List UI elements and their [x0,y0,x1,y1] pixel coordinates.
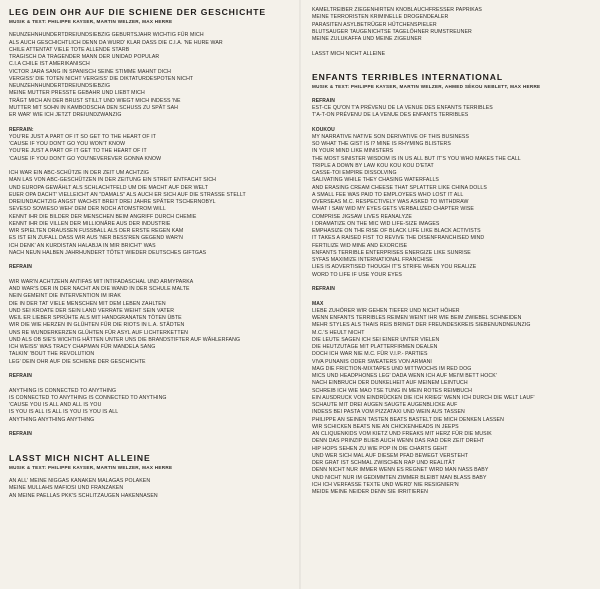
lyric-line: MEIDE MEINE NEIDER DENN SIE IRRITIEREN [312,489,428,495]
lyric-line: VIVA PUNANIS ODER SWEATERS VON ARMANI [312,358,432,365]
lyric-line: AN CLIQUENKIDS VOM KIETZ UND FREAKS MIT HERZ FÜR DIE MUSIK [312,431,492,437]
outro-lyrics [9,388,291,424]
lyric-line: UND EUROPA GEWÄHLT ALS SCHLACHTFELD UM DIE MACHT AUF DER WELT [9,184,209,191]
lyric-line: MUTTER MIT SOHN IN KAMBODSCHA DEN SCHUSS ZU SPÄT SAH [9,104,179,111]
lyric-line: YOU'RE JUST A PART OF IT SO GET TO THE HEART OF IT [9,133,157,140]
lyric-line: T'A-T-ON PRÉVENU DE LA VENUE DES ENFANTS TERRIBLES [312,112,469,118]
lyric-line: LASST MICH NICHT ALLEINE [312,50,386,57]
lyric-line: EMPHASIZE ON THE RISE OF BLACK LIFE LIKE BLACK ACTIVISTS [312,228,481,234]
lyric-line: UND SEI KROATE DER SEIN LAND VERRATE WEIHT SEIN VATER [9,307,175,314]
refrain-lyrics [312,105,596,120]
refrain-label: REFRAIN [312,97,335,104]
lyric-line: DER GRAT IST SCHMAL ZWISCHEN RAP UND REALITÄT [312,460,456,466]
song-2-lyrics [9,478,291,500]
lyric-line: DENN NICHT NUR IMMER WENN ES REGNET WIRD MAN NASS BABY [312,467,489,474]
lyric-line: ANYTHING ANYTHING ANYTHING [9,416,95,423]
lyric-line: A SMALL FEE WAS PAID TO EMPLOYEES WHO LOST IT ALL [312,191,464,198]
lyric-line: LIEBE ZUHÖRER WIR GEHEN TIEFER UND NICHT HÖHER [312,307,460,314]
lyric-line: WENN ENFANTS TERRIBLES REIMEN WEINT IHR WIE BEIM ZWIEBEL SCHNEIDEN [312,315,522,321]
verse-1 [9,32,291,119]
lyric-line: ICH WAR EIN ABC-SCHÜTZE IN DER ZEIT UM ACHTZIG [9,170,150,176]
lyric-line: WIR SCHICKEN BEATS NIE AN CHICKENHEADS IN JEEPS [312,423,459,430]
lyric-line: DIE LEUTE SAGEN ICH SEI EINER UNTER VIELEN [312,336,440,343]
lyric-line: EUER OPA DACHT' VIELLEICHT AN "DAMALS" ALS AUCH ER SICH AUF DIE STRASSE STELLT [9,191,246,198]
lyric-line: COMPRISE JIGSAW LIVES REANALYZE [312,213,412,220]
lyric-line: UND ALS OB SIE'S WICHTIG HÄTTEN UNTER UNS DIE BRANDSTIFTER AUF WÄHLERFANG [9,336,241,343]
lyric-line: NEUNZEHNHUNDERTDREIUNDSIEBZIG [9,83,111,89]
lyric-line: MEINE MULLAHS MAFIOSI UND FRANZAKEN [9,485,124,492]
lyric-line: SCHREIB ICH WIE MAO TSE TUNG IN MEIN ROTES REIMBUCH [312,387,472,394]
lyric-line: KENNT IHR DIE BILDER DER MENSCHEN BEIM ANGRIFF DURCH CHEMIE [9,213,197,220]
lyric-line: VICTOR JARA SANG IN SPANISCH SEINE STIMME MAHNT DICH [9,68,171,75]
lyric-line: TRÄGT MICH AN DER BRUST STILLT UND WIEGT MICH INDESS 'NE [9,97,181,104]
lyric-line: LEG' DEIN OHR AUF DIE SCHIENE DER GESCHICHTE [9,358,146,365]
lyric-line: KENNT IHR DIE VILLEN DER MILLIONÄRE AUS DER INDUSTRIE [9,220,171,227]
lyric-line: SEVESO SOWIESO WEH' DEM DER NOCH ATOMSTROM WILL [9,206,166,213]
lyric-line: MICS UND HEADPHONES LEG' DADA WENN ICH AUF MEI'M BETT HOCK' [312,373,497,379]
lyric-line: NACH EINBRUCH DER DUNKELHEIT AUF MEINEM LEINTUCH [312,380,468,387]
lyric-line: ENFANTS TERRIBLE ENTERPRISES ENERGIZE LIKE SUNRISE [312,249,471,256]
lyric-line: ANYTHING IS CONNECTED TO ANYTHING [9,387,117,394]
lyric-line: IN YOUR MIND LIKE MINISTERS [312,148,394,155]
lyric-line: LIES IS ADVERTISED THOUGH IT'S STRIFE WHEN YOU REALIZE [312,264,477,271]
lyric-line: MAG DIE FRICTION-MIXTAPES UND MITTWOCHS IM RED DOG [312,365,472,372]
lyric-line: WHAT I SAW WID MY EYES GETS VERBALIZED CHAPTER WISE [312,206,474,213]
song-title: LEG DEIN OHR AUF DIE SCHIENE DER GESCHICHTE [9,7,267,17]
lyric-line: DREIUNDACHTZIG ANGST WACHST BREIT DREI JAHRE SPÄTER TSCHERNOBYL [9,199,216,205]
lyric-line: KAMELTREIBER ZIEGENHIRTEN KNOBLAUCHFRESSER PAPRIKAS [312,7,482,13]
lyric-line: MEINE TERRORISTEN KRIMINELLE DROGENDEALER [312,14,449,21]
song-credit: MUSIK & TEXT: PHILIPPE KAYSER, MARTIN WELZER, AHMED SÉKOU NEBLETT, MAX HERRE [312,84,541,90]
lyric-line: MY NARRATIVE NATIVE SON DERIVATIVE OF THIS BUSINESS [312,133,470,140]
lyric-line: DIE IN DER TAT VIELE MENSCHEN MIT DEM LEBEN ZAHLTEN [9,300,166,307]
refrain-lyrics [9,134,291,163]
lyric-line: WIR DIE WIE HERZEN IN GLÜHTEN FÜR DIE RIOTS IN L.A. STÄDTEN [9,322,185,329]
lyric-line: AN ALL' MEINE NIGGAS KANAKEN MALAGAS POLAKEN [9,478,151,484]
lyric-line: 'CAUSE IF YOU DON'T GO YOU WON'T KNOW [9,141,126,147]
lyric-line: ICH ICH VERFASSE TEXTE UND WERD' NIE RESIGNIER'N [312,481,459,488]
verse-2 [9,170,291,257]
lyric-line: ICH WEISS' WAS TRACY CHAPMAN FÜR MANDELA SANG [9,344,156,350]
refrain-label: REFRAIN [9,264,32,271]
lyric-line: THE MOST SINISTER WISDOM IS IN US ALL BUT IT'S YOU WHO MAKES THE CALL [312,155,521,162]
max-verse [312,308,596,497]
lyric-line: INDESS BEI PASTA VOM PIZZATAXI UND WEIN AUS TASSEN [312,409,465,416]
koukou-verse [312,134,596,279]
lyric-line: 'CAUSE YOU IS ALL AND ALL IS YOU [9,402,102,408]
lyric-line: MEINE MUTTER PRESSTE GEBAHR UND LIEBT MICH [9,90,145,97]
song-title: LASST MICH NICHT ALLEINE [9,452,151,463]
lyric-line: NEIN GEMEINT DIE INTERVENTION IM IRAK [9,293,121,300]
verse-3 [9,279,291,366]
lyric-line: BLUTSAUGER TAUGENICHTSE TAGELÖHNER RUMSTREUNER [312,28,472,35]
max-label: MAX [312,300,324,307]
lyric-line: IS YOU IS ALL IS ALL IS YOU IS YOU IS ALL [9,409,119,416]
koukou-label: KOUKOU [312,126,335,133]
left-column [9,7,291,500]
lyric-line: WIR SPIELTEN DRAUSSEN FUSSBALL ALS DER ERSTE REGEN KAM [9,228,184,234]
lyric-line: PHILIPPE AN SEINEN TASTEN BEATS BASTELT DIE MICH DENKEN LASSEN [312,416,504,423]
song-credit: MUSIK & TEXT: PHILIPPE KAYSER, MARTIN WELZER, MAX HERRE [9,464,173,470]
right-column [312,7,596,496]
lyric-line: AN MEINE PAELLAS PKK'S SCHLITZAUGEN HAKENNASEN [9,492,158,499]
lyric-line: EIN AUSDRUCK VON EINDRÜCKEN DIE ICH KRIEG' WENN ICH DURCH DIE WELT LAUF' [312,394,535,401]
lyric-line: UND WER SICH MAL AUF DIESEM PFAD BEWEGT VERSTEHT [312,452,469,459]
lyric-line: MEINE ZULUKAFFA UND MEINE ZIGEUNER [312,36,422,42]
lyric-line: ER WAR' WIE ICH JETZT DREIUNDZWANZIG [9,112,122,118]
lyric-line: WEIL ER LIEBER SPRÜHTE ALS MIT HANDGRANATEN TÖTEN ÜBTE [9,315,182,321]
refrain-label: REFRAIN: [9,126,34,133]
lyric-line: DIE HEUTZUTAGE MIT PLATTERFIRMEN DEALEN [312,344,438,350]
lyric-line: TRAGISCH DA TRAGENDER MANN DER UNIDAD POPULAR [9,54,160,60]
lyric-line: CASSE-TOI EMPIRE DISSOLVING [312,170,397,176]
lyric-line: WORD TO LIFE IF USE YOUR EYES [312,271,402,278]
lyric-line: ES IST EIN ZUFALL DASS WIR AUS 'NER BESS'REN GEGEND WAR'N [9,235,183,242]
refrain-label: REFRAIN [9,431,32,437]
lyric-line: SCHAUTE MIT DREI AUGEN SAUGTE AUGENBLICKE AUF [312,402,458,408]
song-credit: MUSIK & TEXT: PHILIPPE KAYSER, MARTIN WELZER, MAX HERRE [9,19,173,24]
lyric-line: C.I.A CHILE IST AMERIKANISCH [9,61,90,68]
lyric-line: AND ERASING CREAM CHEESE THAT SPLATTER LIKE CHINA DOLLS [312,184,487,191]
lyric-line: ALS AUCH GESCHICHTLICH DENN DA WURD' KLAR DASS DIE C.I.A. 'NE HURE WAR [9,39,223,46]
lyric-line: NEUNZEHNHUNDERTDREIUNDSIEBZIG GEBURTSJAHR WICHTIG FÜR MICH [9,32,204,39]
lyric-line: VERGISS' DIE TOTEN NICHT VERGISS' DIE DIKTATURDESPOTEN NICHT [9,75,194,82]
refrain-label: REFRAIN [9,373,32,379]
lyric-line: M.C.'S HEULT NICHT [312,329,365,336]
refrain-label: REFRAIN [312,286,335,292]
lyric-line: 'CAUSE IF YOU DON'T GO YOU'NEVEREVER GONNA KNOW [9,155,162,162]
lyric-line: I DRAMATIZE ON THE MIC WID LIFE-SIZE IMAGES [312,220,440,227]
lyric-line: ICH DENK' AN KURDISTAN HALABJA IN MIR BRICHT' WAS [9,242,156,249]
lyric-line: TALKIN' 'BOUT THE REVOLUTION [9,351,95,358]
lyric-line: PARASITEN ASYLBETRÜGER HÜTCHENSPIELER [312,21,437,28]
lyric-line: EST-CE QU'ON T'A PRÉVENU DE LA VENUE DES ENFANTS TERRIBLES [312,104,493,111]
lyric-line: CHILE ATTENTAT VIELE TOTE ALLENDE STARB [9,46,130,53]
lyric-line: SALIVATING WHILE THEY CHASING WATERFALLS [312,177,439,184]
lyric-line: MAN LAS VON ABC-GESCHÜTZEN IN DER ZEITUNG EIN STREIT ENTFACHT SICH [9,177,217,184]
lyric-line: TRIPLE A DOWN BY LAW KOU KOU KOU D'ETAT [312,162,434,169]
lyric-line: AND WAR'S DER IN DER NACHT AN DIE WAND IN DER SCHULE MALTE [9,286,190,292]
lyric-line: IS CONNECTED TO ANYTHING IS CONNECTED TO ANYTHING [9,394,167,401]
lyric-line: NACH NEUN HALBEN JAHRHUNDERT TÖTET WIEDER DEUTSCHES GIFTGAS [9,249,207,256]
lyric-line: DENN DAS PRINZIP BLIEB AUCH WENN DAS RAD DER ZEIT DREHT [312,438,485,445]
lyric-line: IT TAKES A RAISED FIST TO REVIVE THE DISENFRANCHISED MIND [312,235,485,242]
lyric-line: MEHR STYLES ALS THAIS REIS BRINGT DER FREUNDESKREIS SIEBENUNDNEUNZIG [312,322,531,329]
lyric-line: SO WHAT THE GIST IS I? MINE IS RHYMING BLISTERS [312,141,451,147]
lyric-line: SYFAS MAXIMIZE INTERNATIONAL FRANCHISE [312,257,433,263]
lyric-line: DOCH ICH WAR NIE M.C. FÜR V.I.P.- PARTIES [312,351,428,358]
song-2-continued-lyrics [312,7,596,43]
lyric-line: HIP HOPS SEHEN ZU WIE POP IN DIE CHARTS GEHT [312,445,448,452]
lyric-line: UND NICHT NUR IM GEDIMMTEN ZIMMER BLEIBT MAN BLASS BABY [312,474,487,481]
lyric-line: WIR WAR'N ACHTZEHN ANTIFAS MIT INTIFADASCHAL UND ARMYPARKA [9,278,194,285]
lyric-line: YOU'RE JUST A PART OF IT GET TO THE HEART OF IT [9,148,147,155]
page-fold-crease [299,0,301,589]
lyric-line: OVERSEAS M.C. RESPECTIVELY WAS ASKED TO WITHDRAW [312,199,469,205]
lyric-line: UNS RE WUNDERKERZEN GLÜHTEN FÜR ASYL AUF LICHTERKETTEN [9,329,189,336]
lyric-line: FERTILIZE WID MINE AND EXORCISE [312,242,408,249]
song-title: ENFANTS TERRIBLES INTERNATIONAL [312,72,504,83]
